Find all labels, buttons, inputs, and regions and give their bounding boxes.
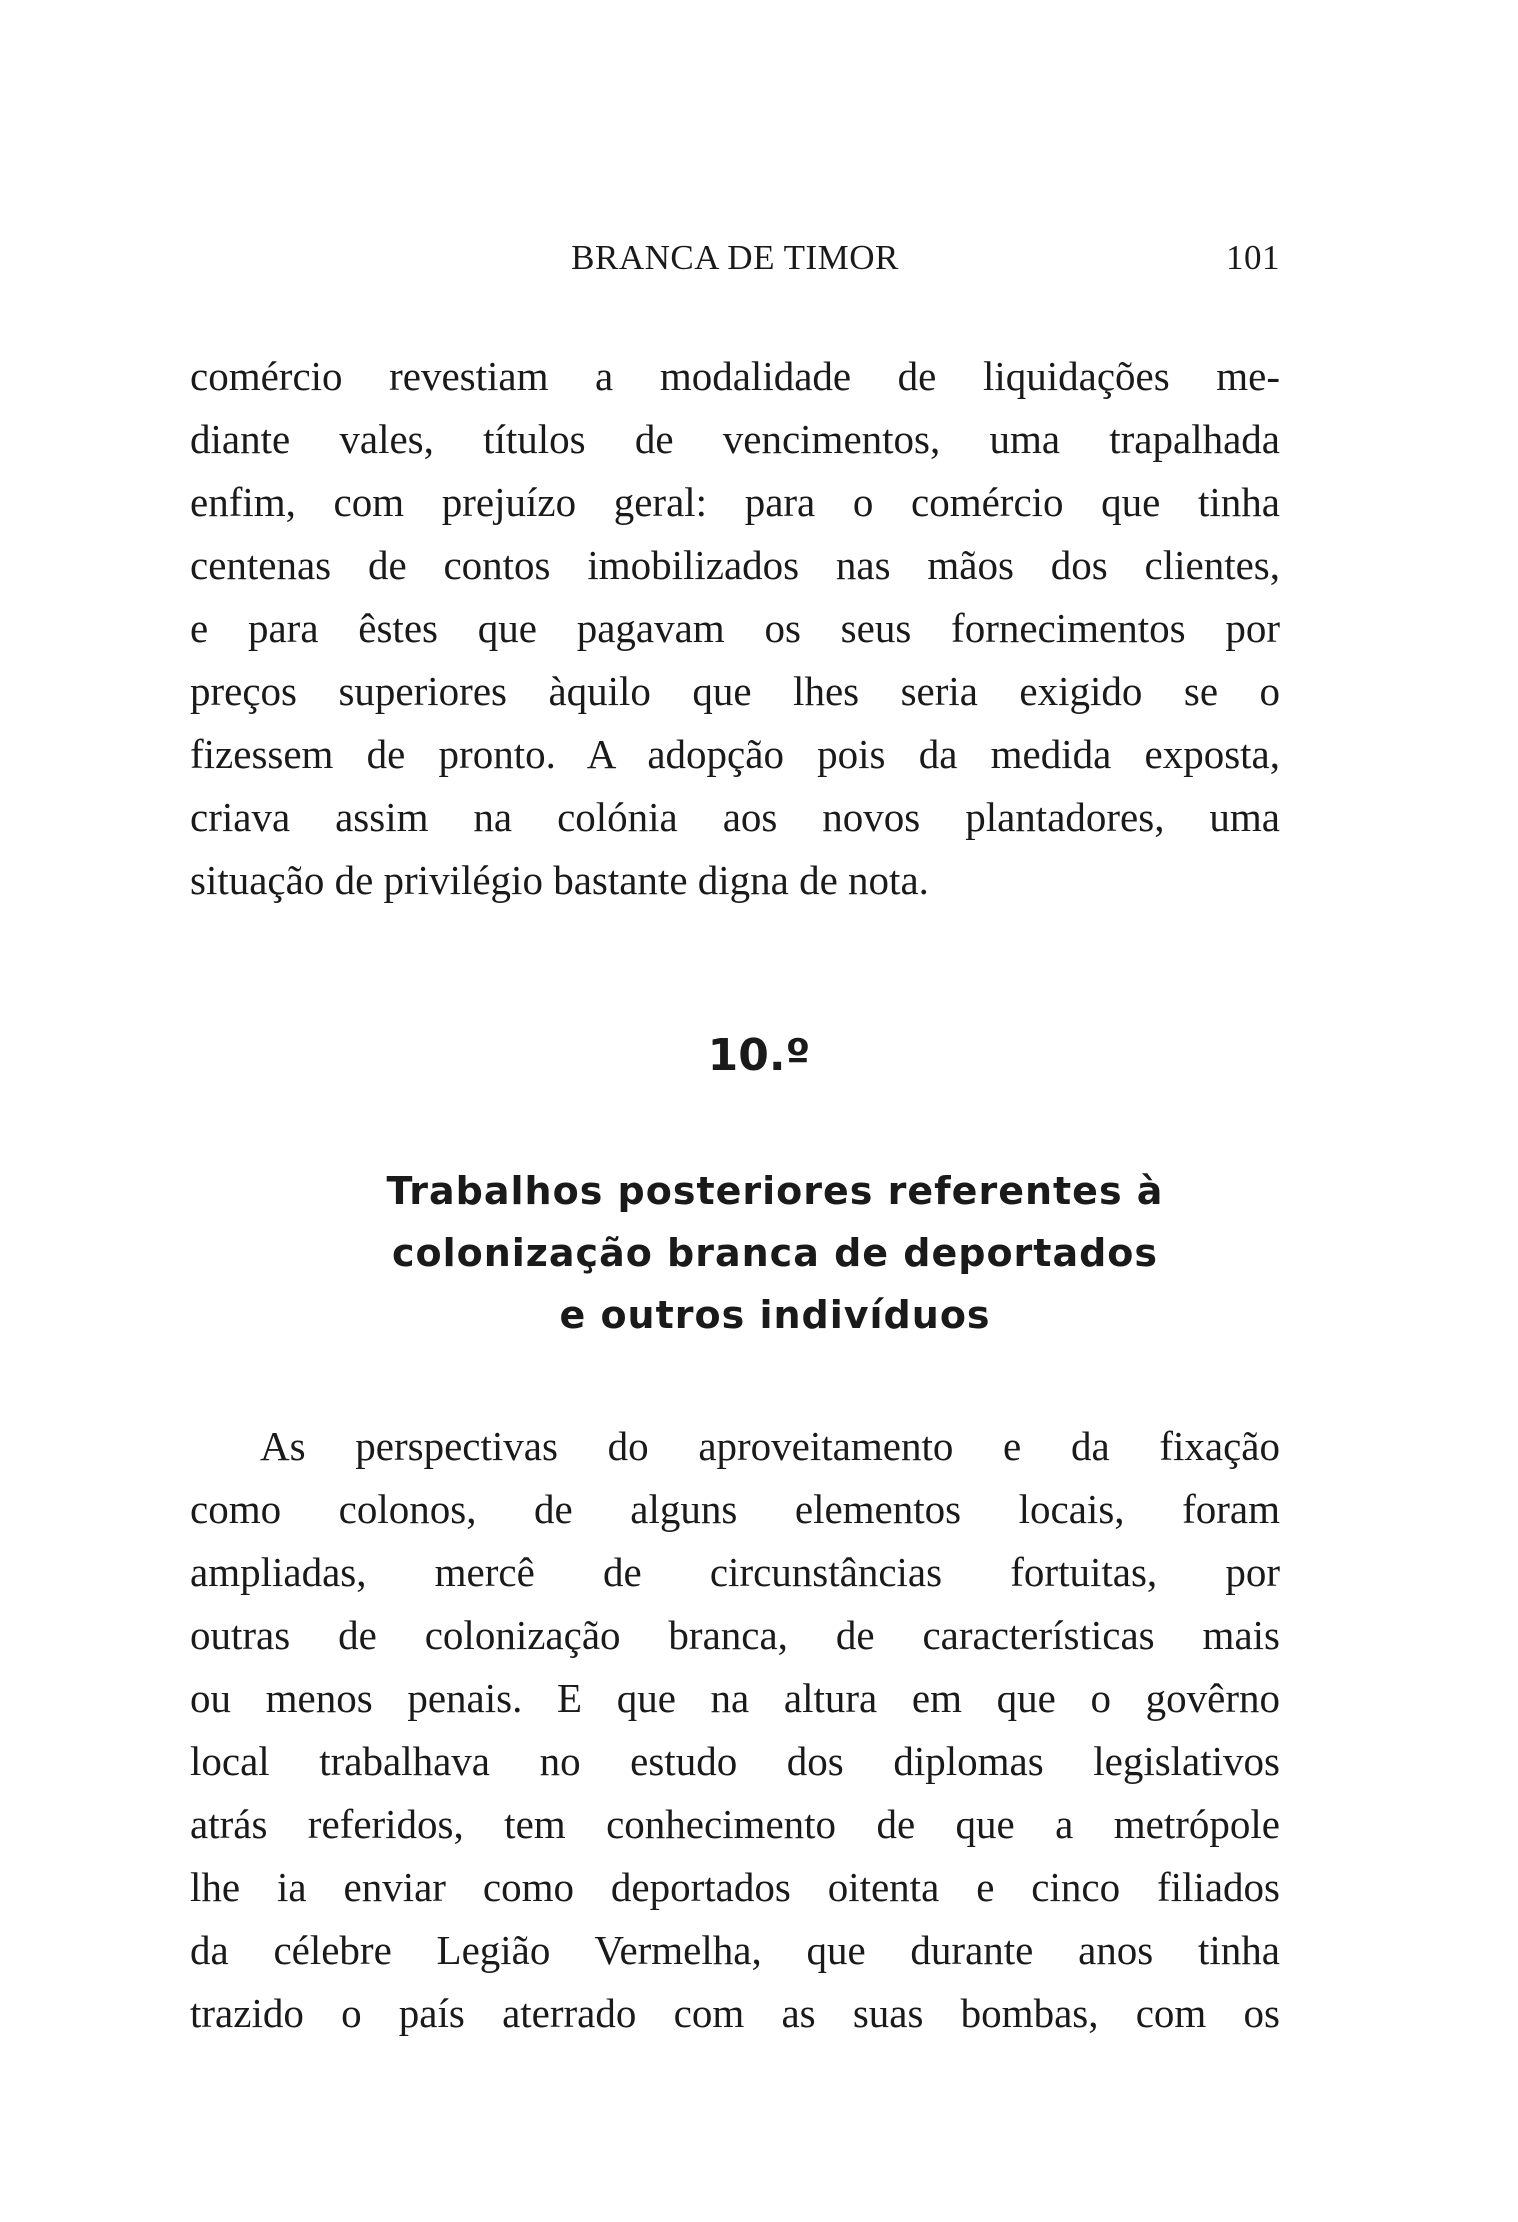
text-line: preços superiores àquilo que lhes seria exigido se o xyxy=(190,668,1280,714)
running-head xyxy=(190,238,1280,288)
section-number: 10.º xyxy=(707,1030,811,1081)
text-line: fizessem de pronto. A adopção pois da medida exposta, xyxy=(190,731,1280,777)
text-line: e para êstes que pagavam os seus fornecimentos por xyxy=(190,605,1280,651)
section-title-line: Trabalhos posteriores referentes à xyxy=(386,1169,1164,1213)
text-line: atrás referidos, tem conhecimento de que a metrópole xyxy=(190,1801,1280,1847)
text-line: situação de privilégio bastante digna de nota. xyxy=(190,857,929,903)
text-line: como colonos, de alguns elementos locais, foram xyxy=(190,1486,1280,1532)
running-title: BRANCA DE TIMOR xyxy=(571,238,899,277)
text-line: enfim, com prejuízo geral: para o comércio que tinha xyxy=(190,479,1280,525)
paragraph-2 xyxy=(190,1415,1280,2045)
text-line: outras de colonização branca, de características mais xyxy=(190,1612,1280,1658)
text-line: diante vales, títulos de vencimentos, uma trapalhada xyxy=(190,416,1280,462)
text-line: centenas de contos imobilizados nas mãos dos clientes, xyxy=(190,542,1280,588)
text-line: criava assim na colónia aos novos plantadores, uma xyxy=(190,794,1280,840)
text-line: As perspectivas do aproveitamento e da fixação xyxy=(260,1423,1280,1469)
text-line: local trabalhava no estudo dos diplomas legislativos xyxy=(190,1738,1280,1784)
section-title xyxy=(250,1160,1300,1346)
text-line: da célebre Legião Vermelha, que durante anos tinha xyxy=(190,1927,1280,1973)
text-line: lhe ia enviar como deportados oitenta e cinco filiados xyxy=(190,1864,1280,1910)
text-line: ampliadas, mercê de circunstâncias fortuitas, por xyxy=(190,1549,1280,1595)
page-number: 101 xyxy=(1226,238,1280,277)
section-title-line: e outros indivíduos xyxy=(559,1293,991,1337)
text-line: trazido o país aterrado com as suas bombas, com os xyxy=(190,1990,1280,2036)
paragraph-1 xyxy=(190,345,1280,912)
text-line: ou menos penais. E que na altura em que o govêrno xyxy=(190,1675,1280,1721)
text-line: comércio revestiam a modalidade de liquidações me- xyxy=(190,353,1280,399)
section-title-line: colonização branca de deportados xyxy=(391,1231,1159,1275)
